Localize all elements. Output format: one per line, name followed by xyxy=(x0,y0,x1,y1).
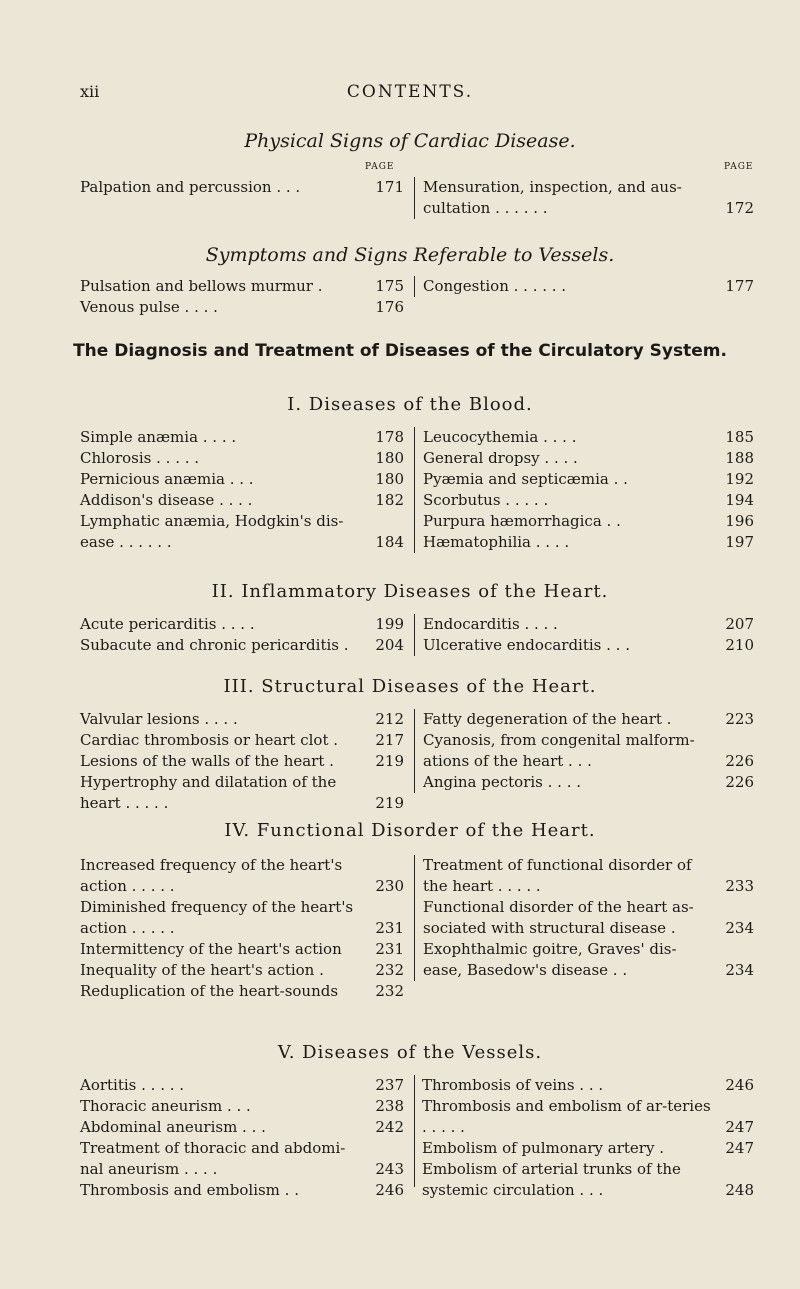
toc-entry-text: Valvular lesions . . . . xyxy=(80,710,238,728)
toc-entry-text: Treatment of functional disorder of the heart . . . . . xyxy=(423,856,692,895)
toc-entry-page: 196 xyxy=(725,512,754,530)
toc-entry-page: 234 xyxy=(725,961,754,979)
toc-entry-page: 237 xyxy=(375,1076,404,1094)
page-column-label-left: PAGE xyxy=(365,162,395,172)
toc-entry-text: Intermittency of the heart's action xyxy=(80,940,342,958)
toc-entry-page: 180 xyxy=(375,470,404,488)
part3-right-column xyxy=(414,709,756,793)
toc-entry-page: 212 xyxy=(375,710,404,728)
toc-entry-text: Addison's disease . . . . xyxy=(80,491,253,509)
toc-entry-page: 234 xyxy=(725,919,754,937)
toc-entry-text: Functional disorder of the heart as-sociated with structural disease . xyxy=(423,898,694,937)
part2-left-column xyxy=(80,614,406,656)
toc-entry-page: 204 xyxy=(375,636,404,654)
toc-entry-text: Aortitis . . . . . xyxy=(80,1076,185,1094)
part1-right-column xyxy=(414,427,756,553)
toc-entry xyxy=(80,177,406,198)
page-header xyxy=(80,82,740,106)
toc-entry-text: Diminished frequency of the heart's action . . . . . xyxy=(80,898,354,937)
toc-entry-page: 232 xyxy=(375,961,404,979)
toc-entry-page: 246 xyxy=(375,1181,404,1199)
toc-entry xyxy=(80,297,406,318)
toc-entry xyxy=(80,1075,406,1096)
toc-entry-text: Abdominal aneurism . . . xyxy=(80,1118,266,1136)
main-heading: The Diagnosis and Treatment of Diseases of the Circulatory System. xyxy=(73,341,727,361)
toc-entry-page: 219 xyxy=(375,752,404,770)
toc-entry xyxy=(80,939,406,960)
toc-entry-text: Leucocythemia . . . . xyxy=(423,428,577,446)
toc-entry-page: 180 xyxy=(375,449,404,467)
toc-entry-text: Lesions of the walls of the heart . xyxy=(80,752,334,770)
toc-entry-text: Exophthalmic goitre, Graves' dis-ease, Basedow's disease . . xyxy=(423,940,677,979)
toc-entry-page: 231 xyxy=(375,940,404,958)
toc-entry-page: 238 xyxy=(375,1097,404,1115)
toc-entry xyxy=(80,614,406,635)
toc-entry-page: 217 xyxy=(375,731,404,749)
toc-entry xyxy=(80,730,406,751)
toc-entry xyxy=(80,448,406,469)
toc-entry xyxy=(423,635,756,656)
section-title-symptoms-vessels: Symptoms and Signs Referable to Vessels. xyxy=(205,244,615,266)
toc-entry-text: Endocarditis . . . . xyxy=(423,615,558,633)
toc-entry-text: Angina pectoris . . . . xyxy=(423,773,582,791)
toc-entry xyxy=(80,1138,406,1180)
toc-entry-text: Purpura hæmorrhagica . . xyxy=(423,512,621,530)
toc-entry-page: 171 xyxy=(375,178,404,196)
toc-entry-text: Scorbutus . . . . . xyxy=(423,491,549,509)
toc-entry-page: 192 xyxy=(725,470,754,488)
toc-entry-page: 243 xyxy=(375,1160,404,1178)
toc-entry xyxy=(423,177,756,219)
toc-entry xyxy=(423,709,756,730)
toc-entry xyxy=(423,511,756,532)
toc-entry xyxy=(423,730,756,772)
section2-right-column xyxy=(414,276,756,297)
toc-entry-text: Congestion . . . . . . xyxy=(423,277,567,295)
toc-entry xyxy=(80,1180,406,1201)
page-column-label-right: PAGE xyxy=(724,162,754,172)
toc-entry-text: Venous pulse . . . . xyxy=(80,298,218,316)
toc-entry-text: Acute pericarditis . . . . xyxy=(80,615,255,633)
toc-entry-page: 182 xyxy=(375,491,404,509)
toc-entry xyxy=(423,772,756,793)
toc-entry-text: Pernicious anæmia . . . xyxy=(80,470,254,488)
toc-entry-page: 210 xyxy=(725,636,754,654)
part4-right-column xyxy=(414,855,756,981)
toc-entry-text: Cardiac thrombosis or heart clot . xyxy=(80,731,339,749)
toc-entry-page: 232 xyxy=(375,982,404,1000)
toc-entry xyxy=(423,448,756,469)
section2-left-column xyxy=(80,276,406,318)
toc-entry xyxy=(80,772,406,814)
toc-entry xyxy=(423,427,756,448)
toc-entry-text: Inequality of the heart's action . xyxy=(80,961,324,979)
toc-entry-page: 247 xyxy=(725,1118,754,1136)
toc-entry-page: 175 xyxy=(375,277,404,295)
toc-entry-page: 223 xyxy=(725,710,754,728)
toc-entry-page: 188 xyxy=(725,449,754,467)
toc-entry xyxy=(422,1096,756,1138)
part5-column-divider xyxy=(414,1075,415,1187)
toc-entry-text: Embolism of pulmonary artery . xyxy=(422,1139,664,1157)
toc-entry xyxy=(422,1159,756,1201)
toc-entry-page: 184 xyxy=(375,533,404,551)
toc-entry xyxy=(423,855,756,897)
toc-entry-page: 231 xyxy=(375,919,404,937)
toc-entry xyxy=(80,511,406,553)
toc-entry-text: Thrombosis of veins . . . xyxy=(422,1076,604,1094)
part3-left-column xyxy=(80,709,406,814)
toc-entry xyxy=(80,1096,406,1117)
page-title: CONTENTS. xyxy=(346,82,474,102)
toc-entry-page: 197 xyxy=(725,533,754,551)
toc-entry-text: Ulcerative endocarditis . . . xyxy=(423,636,630,654)
toc-entry-page: 185 xyxy=(725,428,754,446)
toc-entry-text: Hæmatophilia . . . . xyxy=(423,533,570,551)
section1-right-column xyxy=(414,177,756,219)
part4-left-column xyxy=(80,855,406,1002)
toc-entry xyxy=(423,469,756,490)
toc-entry-text: Mensuration, inspection, and aus-cultation . . . . . . xyxy=(423,178,682,217)
toc-entry-text: Pyæmia and septicæmia . . xyxy=(423,470,628,488)
toc-entry-page: 226 xyxy=(725,773,754,791)
toc-entry-page: 230 xyxy=(375,877,404,895)
part3-title: III. Structural Diseases of the Heart. xyxy=(223,676,597,697)
toc-entry-page: 178 xyxy=(375,428,404,446)
toc-entry-page: 219 xyxy=(375,794,404,812)
toc-entry-text: Increased frequency of the heart's action . . . . . xyxy=(80,856,343,895)
toc-entry xyxy=(80,490,406,511)
toc-entry-text: Pulsation and bellows murmur . xyxy=(80,277,323,295)
part4-title: IV. Functional Disorder of the Heart. xyxy=(224,820,596,841)
toc-entry-page: 248 xyxy=(725,1181,754,1199)
toc-entry-text: General dropsy . . . . xyxy=(423,449,578,467)
toc-entry xyxy=(80,960,406,981)
toc-entry-text: Reduplication of the heart-sounds xyxy=(80,982,339,1000)
toc-entry xyxy=(422,1138,756,1159)
toc-entry xyxy=(423,897,756,939)
toc-entry xyxy=(80,897,406,939)
toc-entry xyxy=(423,939,756,981)
toc-entry xyxy=(80,635,406,656)
toc-entry-page: 207 xyxy=(725,615,754,633)
toc-entry-page: 172 xyxy=(725,199,754,217)
toc-entry-text: Fatty degeneration of the heart . xyxy=(423,710,672,728)
toc-entry xyxy=(80,751,406,772)
toc-entry-text: Thrombosis and embolism . . xyxy=(80,1181,299,1199)
toc-entry xyxy=(80,427,406,448)
toc-entry xyxy=(80,1117,406,1138)
toc-entry-text: Cyanosis, from congenital malform-ations of the heart . . . xyxy=(423,731,695,770)
toc-entry xyxy=(423,614,756,635)
toc-entry xyxy=(423,276,756,297)
toc-entry xyxy=(423,490,756,511)
toc-entry-page: 246 xyxy=(725,1076,754,1094)
toc-entry xyxy=(80,469,406,490)
part5-title: V. Diseases of the Vessels. xyxy=(277,1042,543,1063)
toc-entry-text: Subacute and chronic pericarditis . xyxy=(80,636,349,654)
toc-entry-page: 199 xyxy=(375,615,404,633)
toc-entry-text: Chlorosis . . . . . xyxy=(80,449,200,467)
toc-entry-page: 194 xyxy=(725,491,754,509)
toc-entry-page: 242 xyxy=(375,1118,404,1136)
section1-left-column xyxy=(80,177,406,198)
toc-entry-page: 176 xyxy=(375,298,404,316)
toc-entry xyxy=(80,981,406,1002)
toc-entry-page: 177 xyxy=(725,277,754,295)
part2-right-column xyxy=(414,614,756,656)
part1-title: I. Diseases of the Blood. xyxy=(287,394,533,415)
toc-entry xyxy=(80,709,406,730)
toc-entry-text: Palpation and percussion . . . xyxy=(80,178,301,196)
section-title-physical-signs: Physical Signs of Cardiac Disease. xyxy=(244,130,576,152)
toc-entry-page: 226 xyxy=(725,752,754,770)
toc-entry xyxy=(80,276,406,297)
toc-entry xyxy=(80,855,406,897)
toc-entry-text: Thoracic aneurism . . . xyxy=(80,1097,251,1115)
toc-entry-text: Thrombosis and embolism of ar-teries . . . . . xyxy=(422,1097,711,1136)
part2-title: II. Inflammatory Diseases of the Heart. xyxy=(211,581,609,602)
toc-entry-text: Hypertrophy and dilatation of the heart . . . . . xyxy=(80,773,337,812)
toc-entry-text: Embolism of arterial trunks of the systemic circulation . . . xyxy=(422,1160,681,1199)
toc-entry-text: Simple anæmia . . . . xyxy=(80,428,237,446)
part5-right-column xyxy=(414,1075,756,1201)
toc-entry-text: Lymphatic anæmia, Hodgkin's dis-ease . . . . . . xyxy=(80,512,344,551)
toc-entry-page: 233 xyxy=(725,877,754,895)
toc-entry-text: Treatment of thoracic and abdomi-nal aneurism . . . . xyxy=(80,1139,346,1178)
part1-left-column xyxy=(80,427,406,553)
page-number: xii xyxy=(80,82,100,101)
toc-entry-page: 247 xyxy=(725,1139,754,1157)
toc-entry xyxy=(422,1075,756,1096)
toc-entry xyxy=(423,532,756,553)
part5-left-column xyxy=(80,1075,406,1201)
